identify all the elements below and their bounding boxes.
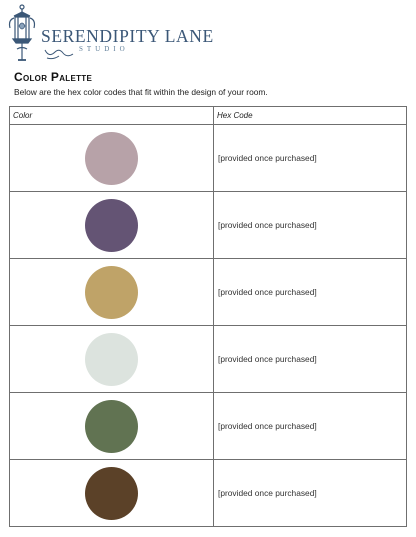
swatch-cell <box>10 393 214 460</box>
hex-code-cell: [provided once purchased] <box>214 393 407 460</box>
hex-code-cell: [provided once purchased] <box>214 460 407 527</box>
table-row <box>10 326 407 393</box>
header-hex-code: Hex Code <box>214 107 407 125</box>
color-swatch <box>85 266 138 319</box>
section-title: Color Palette <box>14 70 93 84</box>
hex-code-cell: [provided once purchased] <box>214 125 407 192</box>
table-row <box>10 125 407 192</box>
brand-subtitle: STUDIO <box>79 45 129 53</box>
header-color: Color <box>10 107 214 125</box>
color-swatch <box>85 400 138 453</box>
color-palette-table <box>9 106 407 527</box>
brand-name: SERENDIPITY LANE <box>41 26 214 46</box>
swatch-cell <box>10 326 214 393</box>
color-swatch <box>85 467 138 520</box>
color-swatch <box>85 199 138 252</box>
table-row <box>10 192 407 259</box>
color-swatch <box>85 333 138 386</box>
hex-code-cell: [provided once purchased] <box>214 192 407 259</box>
swatch-cell <box>10 192 214 259</box>
swatch-cell <box>10 460 214 527</box>
hex-code-cell: [provided once purchased] <box>214 326 407 393</box>
table-row <box>10 393 407 460</box>
table-header-row <box>10 107 407 125</box>
hex-code-cell: [provided once purchased] <box>214 259 407 326</box>
color-swatch <box>85 132 138 185</box>
table-row <box>10 460 407 527</box>
swatch-cell <box>10 259 214 326</box>
lantern-icon <box>8 4 38 62</box>
swatch-cell <box>10 125 214 192</box>
brand-logo <box>8 4 214 62</box>
table-row <box>10 259 407 326</box>
intro-text: Below are the hex color codes that fit within the design of your room. <box>14 87 268 97</box>
